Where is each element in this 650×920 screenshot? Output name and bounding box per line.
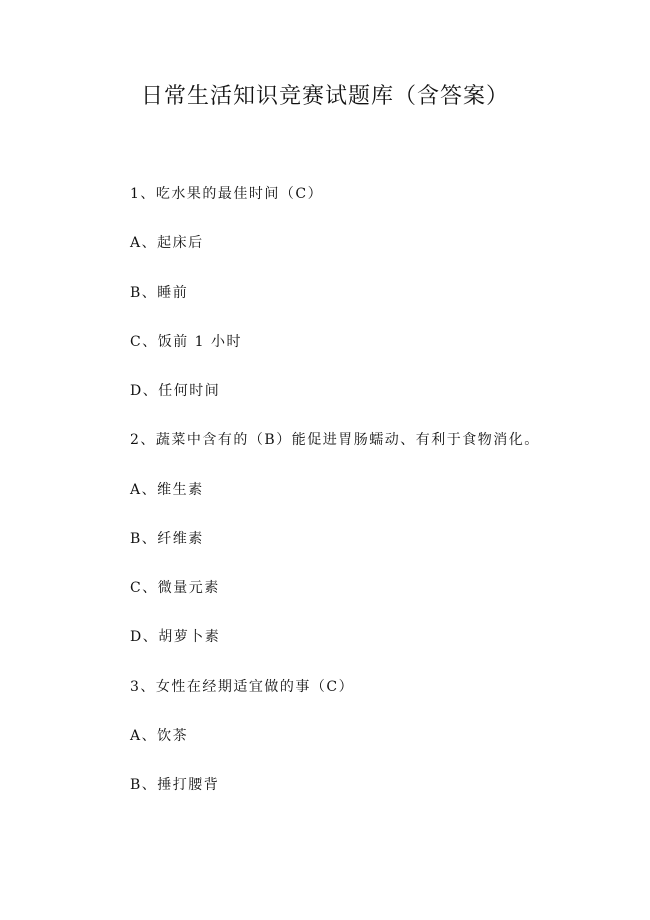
question-2-option-a: A、维生素	[130, 482, 204, 498]
question-1: 1、吃水果的最佳时间（C）	[130, 186, 324, 202]
question-3-option-a: A、饮茶	[130, 728, 189, 744]
question-2-option-c: C、微量元素	[130, 580, 220, 596]
question-2-option-b: B、纤维素	[130, 531, 204, 547]
question-3: 3、女性在经期适宜做的事（C）	[130, 679, 355, 695]
question-1-option-a: A、起床后	[130, 235, 204, 251]
question-1-option-c: C、饭前 1 小时	[130, 334, 243, 350]
question-2-option-d: D、胡萝卜素	[130, 629, 221, 645]
question-3-option-b: B、捶打腰背	[130, 777, 220, 793]
question-2: 2、蔬菜中含有的（B）能促进胃肠蠕动、有利于食物消化。	[130, 432, 540, 448]
question-1-option-b: B、睡前	[130, 285, 189, 301]
question-1-option-d: D、任何时间	[130, 383, 221, 399]
document-title: 日常生活知识竞赛试题库（含答案）	[140, 84, 509, 109]
